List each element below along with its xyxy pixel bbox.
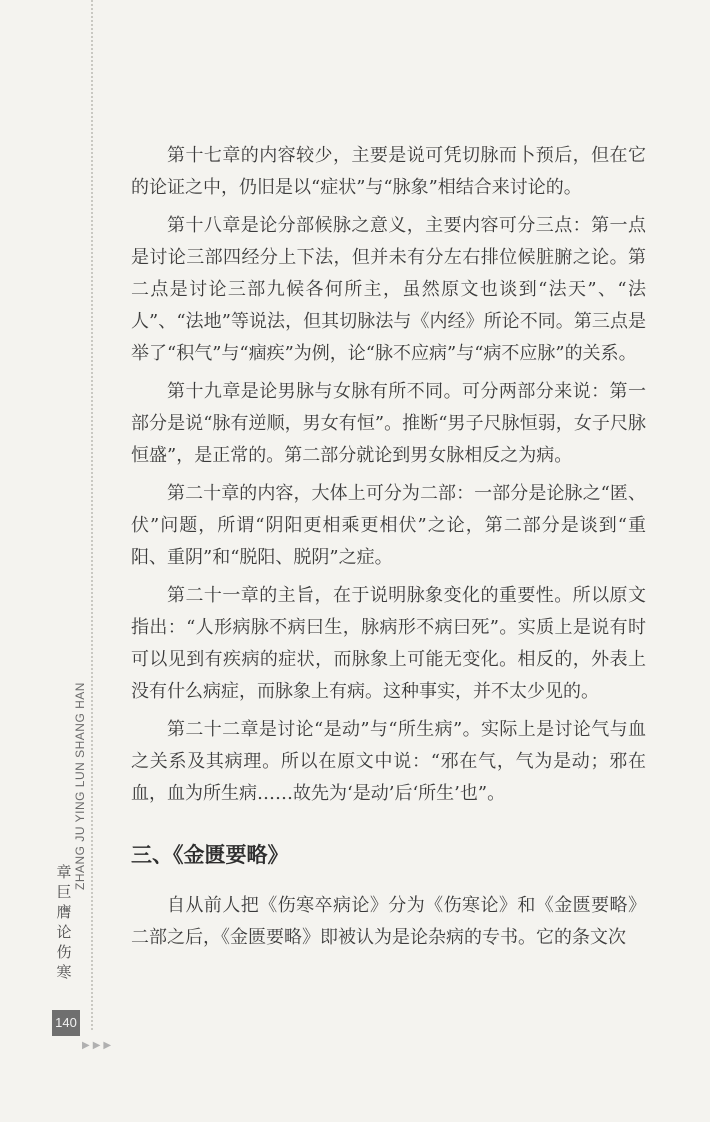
paragraph: 第十八章是论分部候脉之意义，主要内容可分三点：第一点是讨论三部四经分上下法，但并未有分左右排位候脏腑之论。第二点是讨论三部九候各何所主，虽然原文也谈到“法天”、“法人”、“法地”等说法，但其切脉法与《内经》所论不同。第三点是举了“积气”与“痼疾”为例，论“脉不应病”与“病不应脉”的关系。	[131, 215, 646, 364]
book-title-chinese	[50, 862, 78, 982]
paragraph: 第二十一章的主旨，在于说明脉象变化的重要性。所以原文指出：“人形病脉不病曰生，脉病形不病曰死”。实质上是说有时可以见到有疾病的症状，而脉象上可能无变化。相反的，外表上没有什么病症，而脉象上有病。这种事实，并不太少见的。	[131, 585, 646, 702]
book-title-char: 论	[56, 923, 72, 941]
paragraph: 第二十二章是讨论“是动”与“所生病”。实际上是讨论气与血之关系及其病理。所以在原文中说：“邪在气，气为是动；邪在血，血为所生病……故先为‘是动’后‘所生’也”。	[131, 719, 646, 804]
margin-dotted-line	[91, 0, 93, 1030]
section-heading: 三、《金匮要略》	[131, 843, 289, 867]
book-title-char: 章	[56, 863, 72, 881]
book-title-char: 巨	[56, 883, 72, 901]
paragraph: 第十七章的内容较少，主要是说可凭切脉而卜预后，但在它的论证之中，仍旧是以“症状”与“脉象”相结合来讨论的。	[131, 145, 646, 198]
main-text	[131, 140, 646, 960]
page-number-badge: 140	[52, 1010, 80, 1036]
book-title-english: ZHANG JU YING LUN SHANG HAN	[73, 682, 87, 890]
arrow-icon: ▶▶▶	[82, 1040, 115, 1051]
book-title-char: 膺	[56, 903, 72, 921]
paragraph: 第二十章的内容，大体上可分为二部：一部分是论脉之“匿、伏”问题，所谓“阴阳更相乘更相伏”之论，第二部分是谈到“重阳、重阴”和“脱阳、脱阴”之症。	[131, 483, 646, 568]
book-title-char: 寒	[56, 963, 72, 981]
paragraph: 第十九章是论男脉与女脉有所不同。可分两部分来说：第一部分是说“脉有逆顺，男女有恒”。推断“男子尺脉恒弱，女子尺脉恒盛”，是正常的。第二部分就论到男女脉相反之为病。	[131, 381, 646, 466]
book-title-char: 伤	[56, 943, 72, 961]
paragraph: 自从前人把《伤寒卒病论》分为《伤寒论》和《金匮要略》二部之后，《金匮要略》即被认为是论杂病的专书。它的条文次	[131, 895, 646, 948]
